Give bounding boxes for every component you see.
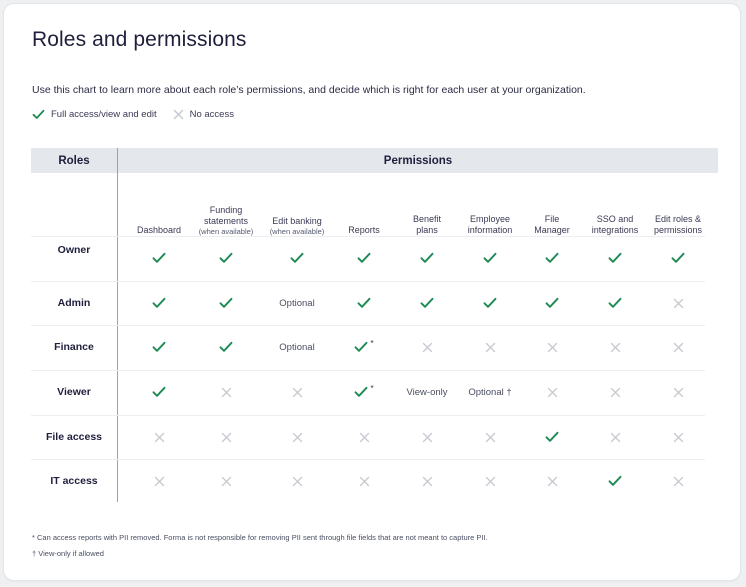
column-header xyxy=(645,178,711,236)
permission-cell xyxy=(193,427,259,447)
check-icon xyxy=(608,297,622,309)
x-icon xyxy=(292,476,303,487)
permission-cell xyxy=(457,248,523,268)
x-icon xyxy=(610,432,621,443)
x-icon xyxy=(610,342,621,353)
permission-text: Optional xyxy=(279,297,315,309)
permission-cell xyxy=(331,427,397,447)
column-header xyxy=(126,178,192,236)
intro-text: Use this chart to learn more about each role’s permissions, and decide which is right for each user at your organization. xyxy=(32,84,586,96)
permission-cell xyxy=(645,337,711,357)
row-divider xyxy=(31,236,705,237)
permission-cell xyxy=(457,337,523,357)
footnote-marker: * xyxy=(370,338,374,348)
column-divider xyxy=(117,173,118,502)
x-icon xyxy=(422,342,433,353)
permission-cell xyxy=(457,471,523,491)
x-icon xyxy=(292,387,303,398)
roles-permissions-card xyxy=(4,4,740,580)
permission-cell xyxy=(193,382,259,402)
column-header-line: Benefit xyxy=(412,214,442,224)
permission-cell xyxy=(519,427,585,447)
check-icon xyxy=(608,475,622,487)
column-header-line: Edit banking xyxy=(272,216,322,226)
x-icon xyxy=(173,109,184,120)
permission-cell xyxy=(264,471,330,491)
permission-cell xyxy=(264,337,330,357)
x-icon xyxy=(485,342,496,353)
x-icon xyxy=(485,476,496,487)
permission-cell xyxy=(331,293,397,313)
column-header xyxy=(264,178,330,236)
permission-cell xyxy=(264,427,330,447)
x-icon xyxy=(485,432,496,443)
permission-cell xyxy=(645,293,711,313)
column-header xyxy=(582,178,648,236)
x-icon xyxy=(673,387,684,398)
role-label-admin: Admin xyxy=(57,297,91,309)
column-header-line: information xyxy=(467,225,513,235)
x-icon xyxy=(673,432,684,443)
x-icon xyxy=(422,476,433,487)
column-header xyxy=(519,178,585,236)
x-icon xyxy=(359,476,370,487)
permission-cell xyxy=(193,471,259,491)
role-label-it-access: IT access xyxy=(50,475,98,487)
column-header-line: Edit roles & xyxy=(654,214,702,224)
x-icon xyxy=(673,342,684,353)
x-icon xyxy=(154,476,165,487)
check-icon xyxy=(152,252,166,264)
legend-full-access xyxy=(32,109,157,120)
role-label-owner: Owner xyxy=(57,244,91,256)
permission-cell xyxy=(331,248,397,268)
permission-cell xyxy=(394,248,460,268)
permission-cell xyxy=(582,427,648,447)
check-icon xyxy=(608,252,622,264)
check-icon xyxy=(357,297,371,309)
check-icon xyxy=(152,341,166,353)
permission-text: Optional † xyxy=(468,386,512,398)
column-header-line: Reports xyxy=(348,225,380,235)
row-divider xyxy=(31,370,705,371)
row-divider xyxy=(31,459,705,460)
permission-cell xyxy=(331,382,397,402)
column-header-line: Funding xyxy=(209,205,243,215)
check-icon xyxy=(219,297,233,309)
check-icon xyxy=(420,252,434,264)
permission-cell xyxy=(582,248,648,268)
column-header xyxy=(331,178,397,236)
column-header-line: SSO and xyxy=(596,214,634,224)
x-icon xyxy=(154,432,165,443)
permission-cell xyxy=(582,382,648,402)
column-header-note: (when available) xyxy=(198,227,254,236)
permission-cell xyxy=(331,471,397,491)
permission-cell xyxy=(264,248,330,268)
row-divider xyxy=(31,281,705,282)
permission-cell xyxy=(519,382,585,402)
row-divider xyxy=(31,415,705,416)
check-icon xyxy=(357,252,371,264)
permission-cell xyxy=(126,248,192,268)
check-icon xyxy=(545,431,559,443)
check-icon xyxy=(219,341,233,353)
column-header-line: integrations xyxy=(591,225,639,235)
permission-cell xyxy=(457,427,523,447)
permission-cell xyxy=(126,293,192,313)
permission-cell xyxy=(519,471,585,491)
legend-no-access xyxy=(173,109,234,120)
check-icon xyxy=(483,297,497,309)
column-header-line: Manager xyxy=(534,225,570,235)
permissions-header: Permissions xyxy=(118,148,718,173)
permission-cell xyxy=(582,293,648,313)
page-title: Roles and permissions xyxy=(32,28,247,51)
role-label-viewer: Viewer xyxy=(57,386,91,398)
permission-cell xyxy=(519,337,585,357)
column-header-line: Employee xyxy=(469,214,511,224)
permission-cell xyxy=(193,337,259,357)
footnote-reports: * Can access reports with PII removed. Forma is not responsible for removing PII sent through file fields that are not meant to capture PII. xyxy=(32,533,488,542)
column-header-line: File xyxy=(544,214,560,224)
permission-cell xyxy=(645,427,711,447)
column-header-line: Dashboard xyxy=(136,225,182,235)
column-header-note: (when available) xyxy=(269,227,325,236)
legend-full-label: Full access/view and edit xyxy=(51,109,157,120)
x-icon xyxy=(359,432,370,443)
permission-cell xyxy=(394,337,460,357)
permission-text: View-only xyxy=(406,386,448,398)
permission-cell xyxy=(331,337,397,357)
legend xyxy=(32,109,250,120)
permission-cell xyxy=(457,293,523,313)
footnote-view-only: † View-only if allowed xyxy=(32,549,104,558)
permission-cell xyxy=(264,293,330,313)
check-icon xyxy=(354,341,368,353)
permission-cell xyxy=(519,248,585,268)
permission-cell xyxy=(582,337,648,357)
x-icon xyxy=(673,476,684,487)
permission-cell xyxy=(519,293,585,313)
permission-cell xyxy=(394,293,460,313)
column-header-line: statements xyxy=(203,216,249,226)
permission-cell xyxy=(193,293,259,313)
permission-cell xyxy=(457,382,523,402)
check-icon xyxy=(152,297,166,309)
check-icon xyxy=(354,386,368,398)
x-icon xyxy=(221,432,232,443)
permission-cell xyxy=(394,382,460,402)
x-icon xyxy=(221,387,232,398)
x-icon xyxy=(547,342,558,353)
role-label-finance: Finance xyxy=(54,341,94,353)
check-icon xyxy=(420,297,434,309)
x-icon xyxy=(422,432,433,443)
x-icon xyxy=(221,476,232,487)
x-icon xyxy=(610,387,621,398)
permission-cell xyxy=(264,382,330,402)
permission-cell xyxy=(394,427,460,447)
x-icon xyxy=(673,298,684,309)
role-label-file-access: File access xyxy=(45,431,103,443)
permission-cell xyxy=(582,471,648,491)
legend-none-label: No access xyxy=(189,109,234,120)
roles-header: Roles xyxy=(31,148,118,173)
row-divider xyxy=(31,325,705,326)
permission-cell xyxy=(126,382,192,402)
check-icon xyxy=(545,297,559,309)
permission-cell xyxy=(126,427,192,447)
permission-cell xyxy=(126,337,192,357)
check-icon xyxy=(290,252,304,264)
check-icon xyxy=(152,386,166,398)
column-header xyxy=(457,178,523,236)
permission-cell xyxy=(126,471,192,491)
check-icon xyxy=(545,252,559,264)
check-icon xyxy=(671,252,685,264)
x-icon xyxy=(547,476,558,487)
column-header-line: plans xyxy=(416,225,438,235)
permission-cell xyxy=(394,471,460,491)
check-icon xyxy=(219,252,233,264)
check-icon xyxy=(483,252,497,264)
permission-cell xyxy=(645,471,711,491)
permissions-table xyxy=(31,148,718,502)
permission-cell xyxy=(193,248,259,268)
check-icon xyxy=(32,109,45,120)
permission-cell xyxy=(645,382,711,402)
footnote-marker: * xyxy=(370,383,374,393)
column-header xyxy=(394,178,460,236)
x-icon xyxy=(292,432,303,443)
column-header-line: permissions xyxy=(653,225,702,235)
x-icon xyxy=(547,387,558,398)
permission-text: Optional xyxy=(279,341,315,353)
column-header xyxy=(193,178,259,236)
permission-cell xyxy=(645,248,711,268)
